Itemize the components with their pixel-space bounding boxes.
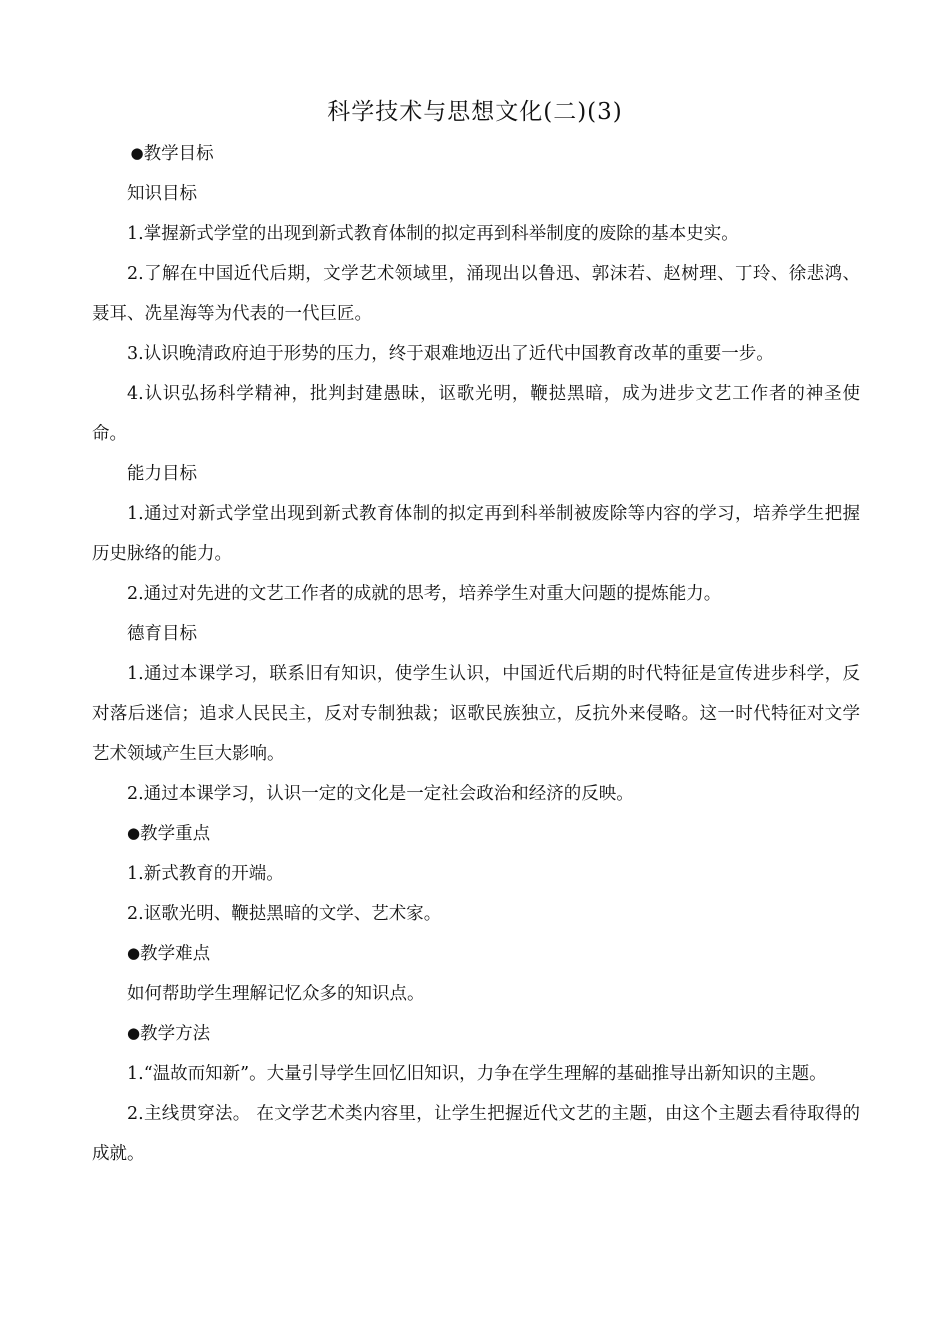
subheading-ability: 能力目标: [127, 464, 197, 484]
section-heading-methods: [92, 1014, 860, 1054]
document-body: [92, 134, 860, 1174]
document-title: 科学技术与思想文化(二)(3): [327, 99, 623, 125]
paragraph: 2.讴歌光明、鞭挞黑暗的文学、艺术家。: [127, 904, 442, 924]
paragraph: 4.认识弘扬科学精神，批判封建愚昧，讴歌光明，鞭挞黑暗，成为进步文艺工作者的神圣使命。: [92, 384, 860, 444]
paragraph: 1.“温故而知新”。大量引导学生回忆旧知识，力争在学生理解的基础推导出新知识的主题。: [127, 1064, 827, 1084]
paragraph: 2.通过本课学习，认识一定的文化是一定社会政治和经济的反映。: [127, 784, 634, 804]
section-heading-key-points: [92, 814, 860, 854]
bullet-icon: ●: [127, 944, 141, 962]
paragraph: 1.通过本课学习，联系旧有知识，使学生认识，中国近代后期的时代特征是宣传进步科学，反对落后迷信；追求人民民主，反对专制独裁；讴歌民族独立，反抗外来侵略。这一时代特征对文学艺术领域产生巨大影响。: [92, 664, 860, 764]
paragraph: 3.认识晚清政府迫于形势的压力，终于艰难地迈出了近代中国教育改革的重要一步。: [127, 344, 774, 364]
bullet-icon: ●: [127, 1024, 141, 1042]
section-heading-text: 教学难点: [140, 944, 211, 964]
paragraph: 如何帮助学生理解记忆众多的知识点。: [127, 984, 425, 1004]
paragraph: 1.新式教育的开端。: [127, 864, 284, 884]
section-heading-text: 教学重点: [140, 824, 211, 844]
bullet-icon: ●: [127, 824, 141, 842]
section-heading-text: 教学目标: [143, 144, 214, 164]
paragraph: 1.通过对新式学堂出现到新式教育体制的拟定再到科举制被废除等内容的学习，培养学生把握历史脉络的能力。: [92, 504, 860, 564]
section-heading-objectives: [92, 134, 860, 174]
subheading-moral: 德育目标: [127, 624, 197, 644]
section-heading-text: 教学方法: [140, 1024, 211, 1044]
paragraph: 2.通过对先进的文艺工作者的成就的思考，培养学生对重大问题的提炼能力。: [127, 584, 722, 604]
paragraph: 2.主线贯穿法。 在文学艺术类内容里，让学生把握近代文艺的主题，由这个主题去看待取得的成就。: [92, 1104, 860, 1164]
paragraph: 2.了解在中国近代后期，文学艺术领域里，涌现出以鲁迅、郭沫若、赵树理、丁玲、徐悲鸿、聂耳、冼星海等为代表的一代巨匠。: [92, 264, 860, 324]
bullet-icon: ●: [130, 144, 144, 162]
section-heading-difficulties: [92, 934, 860, 974]
paragraph: 1.掌握新式学堂的出现到新式教育体制的拟定再到科举制度的废除的基本史实。: [127, 224, 739, 244]
subheading-knowledge: 知识目标: [127, 184, 197, 204]
